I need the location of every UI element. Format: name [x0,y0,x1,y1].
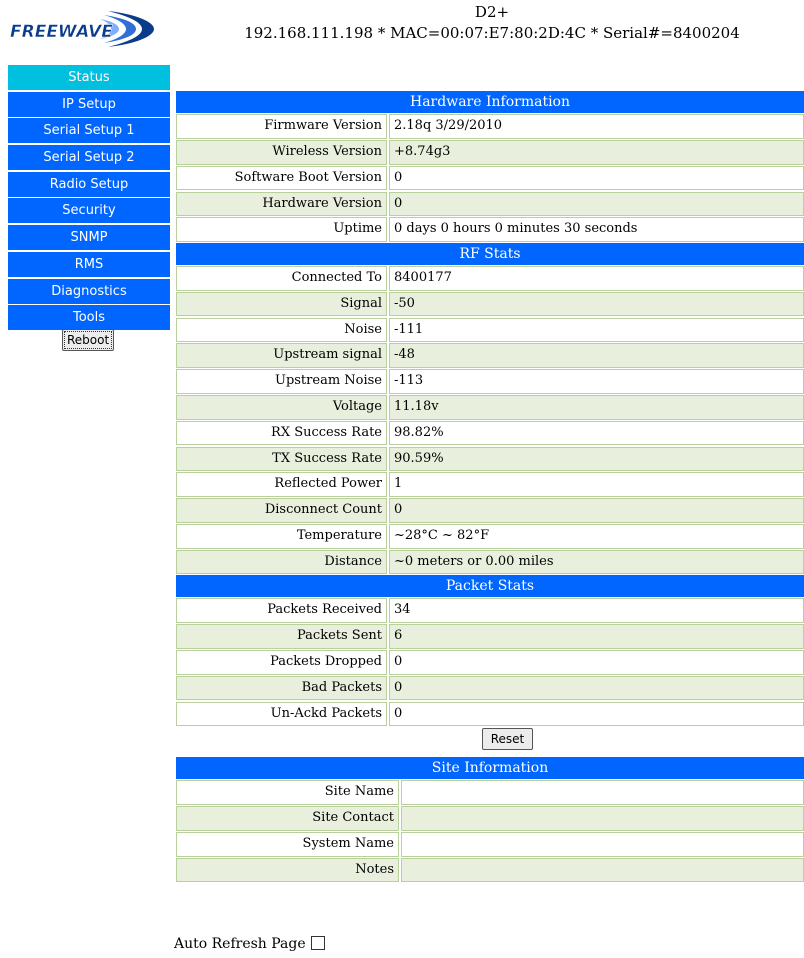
table-row [176,318,804,343]
row-label: TX Success Rate [176,447,387,472]
row-label: Packets Sent [176,624,387,649]
freewave-logo [8,8,158,50]
hardware-info-table [176,114,804,242]
row-label: Site Name [176,780,399,805]
site-contact-value [401,806,804,831]
nav-item-security[interactable]: Security [8,198,170,223]
row-label: Reflected Power [176,472,387,497]
nav-item-ip-setup[interactable]: IP Setup [8,92,170,117]
sidebar-nav [8,65,170,332]
device-info: 192.168.111.198 * MAC=00:07:E7:80:2D:4C * Serial#=8400204 [244,24,740,42]
row-label: Notes [176,858,399,883]
site-info-header: Site Information [176,757,804,779]
table-row [176,858,804,883]
table-row [176,369,804,394]
row-value: ~28°C ~ 82°F [389,524,804,549]
row-label: System Name [176,832,399,857]
table-row [176,472,804,497]
row-value: 2.18q 3/29/2010 [389,114,804,139]
row-value: 98.82% [389,421,804,446]
row-label: Packets Received [176,598,387,623]
notes-value [401,858,804,883]
row-label: Un-Ackd Packets [176,702,387,727]
table-row [176,192,804,217]
table-row [176,114,804,139]
nav-item-diagnostics[interactable]: Diagnostics [8,279,170,304]
row-value: 6 [389,624,804,649]
status-panel [176,90,804,882]
packet-stats-table [176,598,804,726]
table-row [176,292,804,317]
table-row [176,780,804,805]
table-row [176,498,804,523]
row-label: Temperature [176,524,387,549]
row-value: ~0 meters or 0.00 miles [389,550,804,575]
row-value: 0 [389,498,804,523]
row-label: Uptime [176,217,387,242]
table-row [176,598,804,623]
table-row [176,624,804,649]
hardware-info-header: Hardware Information [176,91,804,113]
nav-item-serial-setup-2[interactable]: Serial Setup 2 [8,145,170,170]
row-label: Software Boot Version [176,166,387,191]
auto-refresh-control [174,935,325,953]
site-name-value [401,780,804,805]
freewave-logo-graphic [8,8,158,50]
table-row [176,140,804,165]
row-value: -48 [389,343,804,368]
table-row [176,524,804,549]
row-label: Bad Packets [176,676,387,701]
row-label: Voltage [176,395,387,420]
row-value: -50 [389,292,804,317]
nav-item-status[interactable]: Status [8,65,170,90]
row-value: 1 [389,472,804,497]
table-row [176,166,804,191]
table-row [176,421,804,446]
nav-item-snmp[interactable]: SNMP [8,225,170,250]
row-label: Connected To [176,266,387,291]
row-value: 0 [389,166,804,191]
table-row [176,702,804,727]
device-model: D2+ [474,3,510,21]
row-label: Upstream Noise [176,369,387,394]
auto-refresh-label: Auto Refresh Page [174,936,306,952]
row-label: Distance [176,550,387,575]
row-value: +8.74g3 [389,140,804,165]
row-value: -113 [389,369,804,394]
row-value: 11.18v [389,395,804,420]
nav-item-rms[interactable]: RMS [8,252,170,277]
row-value: 34 [389,598,804,623]
table-row [176,676,804,701]
row-label: Site Contact [176,806,399,831]
row-label: Firmware Version [176,114,387,139]
auto-refresh-checkbox[interactable] [311,936,325,950]
row-label: Upstream signal [176,343,387,368]
row-label: Disconnect Count [176,498,387,523]
device-header [180,2,804,44]
row-value: -111 [389,318,804,343]
nav-item-tools[interactable]: Tools [8,305,170,330]
reset-row [176,726,804,756]
system-name-value [401,832,804,857]
row-label: Packets Dropped [176,650,387,675]
row-label: Wireless Version [176,140,387,165]
row-value: 0 [389,192,804,217]
row-label: Signal [176,292,387,317]
packet-stats-header: Packet Stats [176,575,804,597]
table-row [176,832,804,857]
row-value: 0 [389,650,804,675]
row-value: 0 days 0 hours 0 minutes 30 seconds [389,217,804,242]
reset-button[interactable]: Reset [482,728,534,750]
table-row [176,266,804,291]
row-value: 0 [389,676,804,701]
nav-item-radio-setup[interactable]: Radio Setup [8,172,170,197]
table-row [176,550,804,575]
logo-text: FREEWAVE [10,22,113,42]
table-row [176,217,804,242]
table-row [176,395,804,420]
row-label: RX Success Rate [176,421,387,446]
row-value: 90.59% [389,447,804,472]
row-label: Noise [176,318,387,343]
rf-stats-table [176,266,804,574]
rf-stats-header: RF Stats [176,243,804,265]
row-value: 0 [389,702,804,727]
table-row [176,343,804,368]
row-label: Hardware Version [176,192,387,217]
site-info-table [176,780,804,882]
row-value: 8400177 [389,266,804,291]
reboot-button[interactable]: Reboot [62,329,114,351]
table-row [176,447,804,472]
table-row [176,650,804,675]
nav-item-serial-setup-1[interactable]: Serial Setup 1 [8,118,170,143]
table-row [176,806,804,831]
